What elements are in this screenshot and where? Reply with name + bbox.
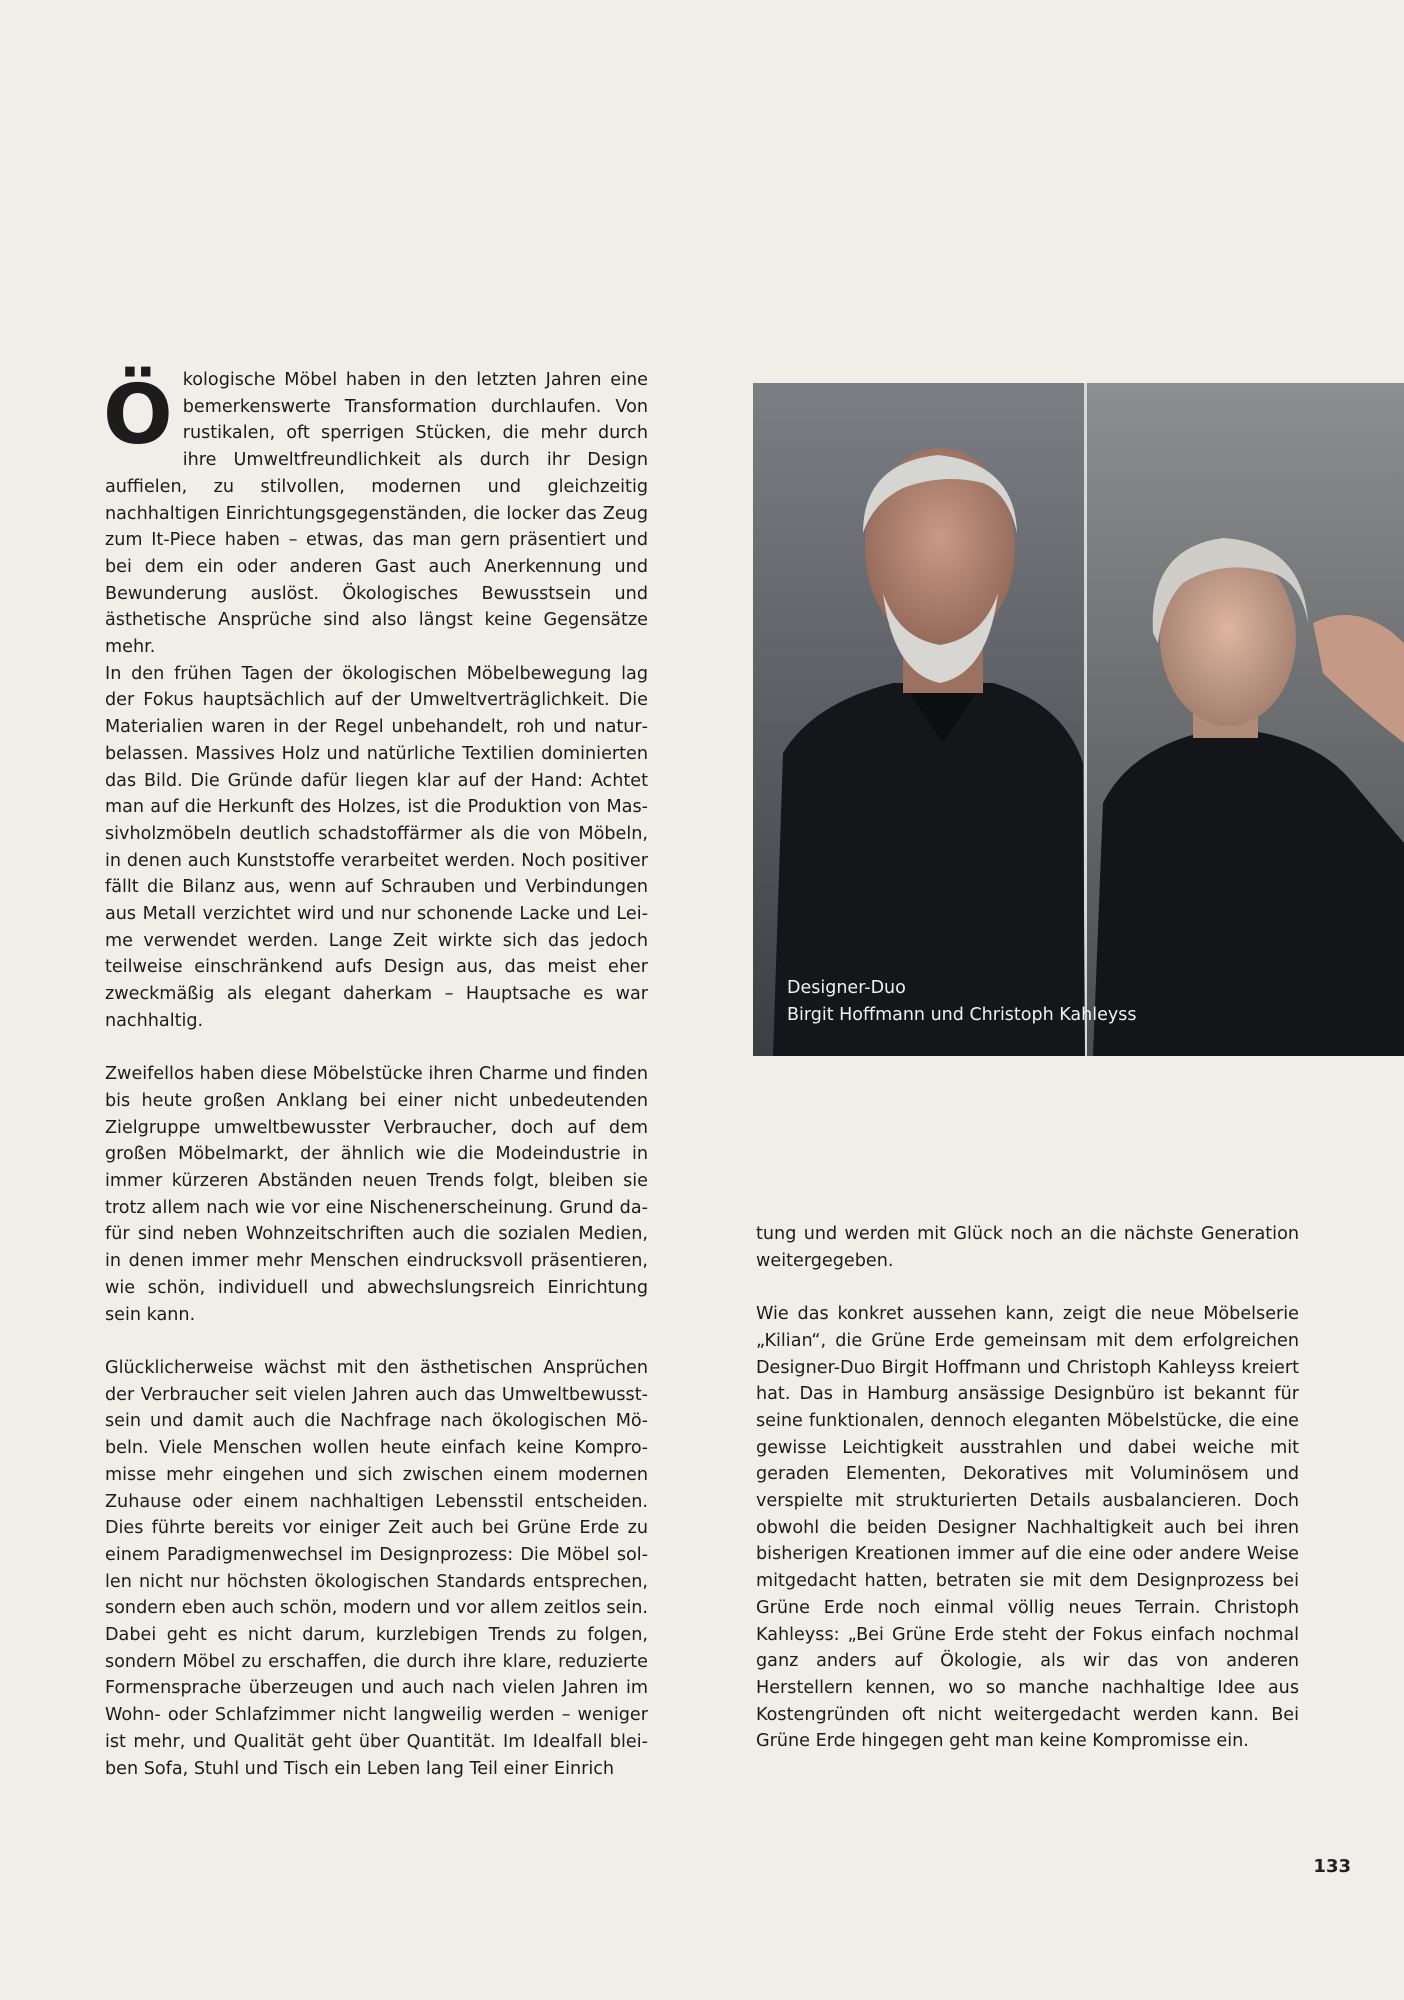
paragraph-6: Wie das konkret aussehen kann, zeigt die neue Möbelserie „Kilian“, die Grüne Erde gemeinsam mit dem erfolgreichen Designer-Duo Birgit Hoffmann und Christoph Kahleyss kreiert hat. Das in Hamburg ansässige Designbüro ist bekannt für seine funktionalen, dennoch eleganten Möbelstücke, die eine gewisse Leichtigkeit ausstrahlen und dabei weiche mit geraden Elementen, Dekoratives mit Voluminösem und verspielte mit strukturierten Details ausbalancieren. Doch obwohl die beiden Designer Nachhaltigkeit auch bei ihren bisherigen Kreationen immer auf die eine oder andere Weise mitgedacht hatten, betraten sie mit dem Designprozess bei Grüne Erde noch einmal völlig neues Terrain. Christoph Kahleyss: „Bei Grüne Erde steht der Fokus einfach nochmal ganz anders auf Ökologie, als wir das von anderen Herstellern kennen, wo so manche nachhaltige Idee aus Kostengründen oft nicht weitergedacht werden kann. Bei Grüne Erde hingegen geht man keine Kompromisse ein. xyxy=(756,1304,1299,1752)
article-column-left xyxy=(105,367,648,1782)
page-number: 133 xyxy=(1313,1856,1351,1877)
caption-names: Birgit Hoffmann und Christoph Kahleyss xyxy=(787,1005,1137,1025)
paragraph-1-text: kologische Möbel haben in den letzten Jahren eine bemerkenswerte Transformation durchlaufen. Von rustikalen, oft sperrigen Stücken, die mehr durch ihre Umweltfreundlichkeit als durch ihr Design auffielen, zu stilvollen, modernen und gleichzeitig nachhaltigen Einrichtungsgegenständen, die locker das Zeug zum It-Piece haben – etwas, das man gern präsentiert und bei dem ein oder anderen Gast auch Anerkennung und Bewunderung auslöst. Ökologisches Bewusstsein und ästhetische Ansprüche sind also längst keine Gegensätze mehr. xyxy=(105,370,648,658)
paragraph-4: Glücklicherweise wächst mit den ästhetischen Ansprüchen der Verbraucher seit vielen Jahren auch das Umweltbewusstsein und damit auch die Nachfrage nach ökologischen Möbeln. Viele Menschen wollen heute einfach keine Kompromisse mehr eingehen und sich zwischen einem modernen Zuhause oder einem nachhaltigen Lebensstil entscheiden. Dies führte bereits vor einiger Zeit auch bei Grüne Erde zu einem Paradigmenwechsel im Designprozess: Die Möbel sollen nicht nur höchsten ökologischen Standards entsprechen, sondern eben auch schön, modern und vor allem zeitlos sein. Dabei geht es nicht darum, kurzlebigen Trends zu folgen, sondern Möbel zu erschaffen, die durch ihre klare, reduzierte Formensprache überzeugen und auch nach vielen Jahren im Wohn- oder Schlafzimmer nicht langweilig werden – weniger ist mehr, und Qualität geht über Quantität. Im Idealfall bleiben Sofa, Stuhl und Tisch ein Leben lang Teil einer Einrich xyxy=(105,1357,648,1779)
paragraph-2: In den frühen Tagen der ökologischen Möbelbewegung lag der Fokus hauptsächlich auf der Umweltverträglichkeit. Die Materialien waren in der Regel unbehandelt, roh und naturbelassen. Massives Holz und natürliche Textilien dominierten das Bild. Die Gründe dafür liegen klar auf der Hand: Achtet man auf die Herkunft des Holzes, ist die Produktion von Massivholzmöbeln deutlich schadstoffärmer als die von Möbeln, in denen auch Kunststoffe verarbeitet werden. Noch positiver fällt die Bilanz aus, wenn auf Schrauben und Verbindungen aus Metall verzichtet wird und nur schonende Lacke und Leime verwendet werden. Lange Zeit wirkte sich das jedoch teilweise einschränkend aufs Design aus, das meist eher zweckmäßig als elegant daherkam – Hauptsache es war nachhaltig. xyxy=(105,663,648,1031)
caption-title: Designer-Duo xyxy=(787,978,906,998)
paragraph-1 xyxy=(105,367,648,661)
article-column-right xyxy=(756,1221,1299,1755)
drop-cap: Ö xyxy=(103,368,173,463)
photo-caption xyxy=(787,975,1136,1029)
portrait-illustration xyxy=(753,383,1404,1056)
paragraph-3: Zweifellos haben diese Möbelstücke ihren Charme und finden bis heute großen Anklang bei einer nicht unbedeutenden Zielgruppe umweltbewusster Verbraucher, doch auf dem großen Möbelmarkt, der ähnlich wie die Modeindustrie in immer kürzeren Abständen neuen Trends folgt, bleiben sie trotz allem nach wie vor eine Nischenerscheinung. Grund dafür sind neben Wohnzeitschriften auch die sozialen Medien, in denen immer mehr Menschen eindrucksvoll präsentieren, wie schön, individuell und abwechslungsreich Einrichtung sein kann. xyxy=(105,1064,648,1325)
paragraph-5: tung und werden mit Glück noch an die nächste Generation weitergegeben. xyxy=(756,1224,1299,1271)
designer-duo-photo xyxy=(753,383,1404,1056)
